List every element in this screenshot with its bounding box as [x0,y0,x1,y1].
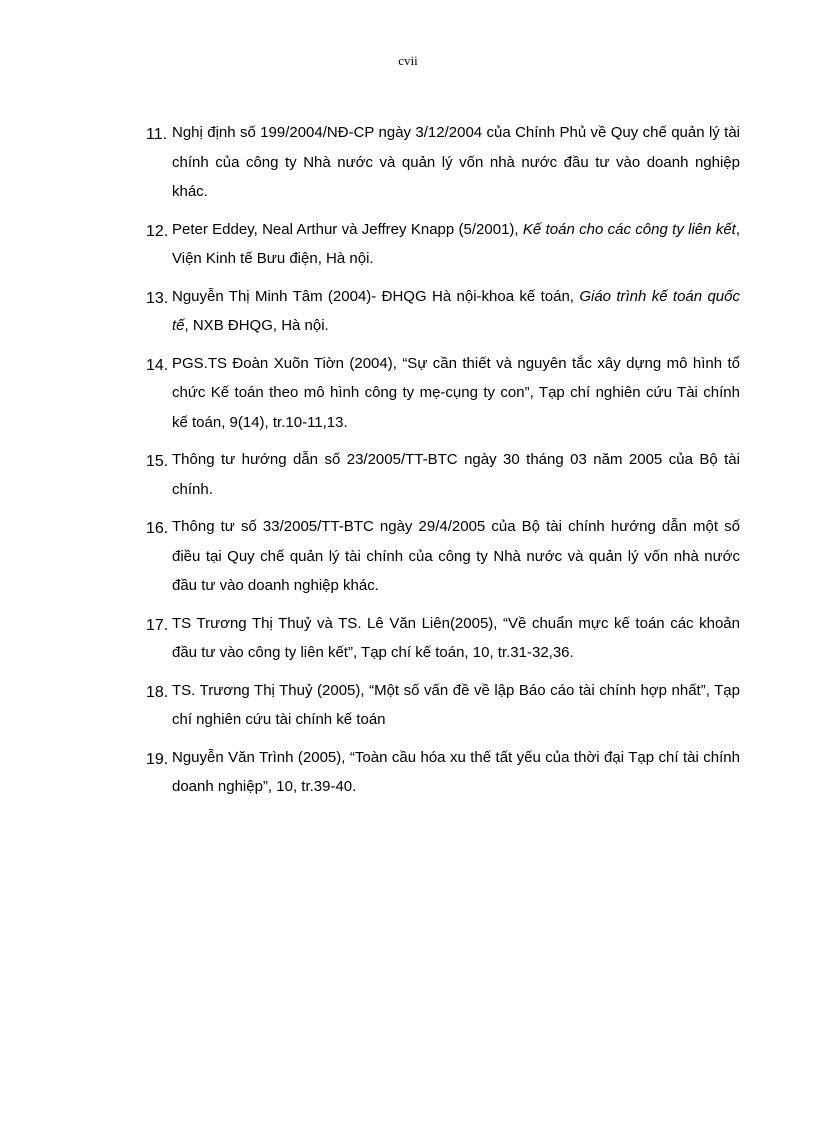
reference-title: Giáo trình kế toán quốc tế [172,287,740,334]
reference-text [172,288,740,335]
reference-item [146,282,740,341]
reference-item [146,118,740,207]
reference-text-before: Nguyễn Văn Trình (2005), “Toàn cầu hóa xu thế tất yếu của thời đại Tạp chí tài chính doanh nghiệp”, 10, tr.39-40. [172,748,740,795]
reference-text [172,682,740,729]
reference-list [146,118,740,810]
reference-item [146,743,740,802]
reference-text [172,221,740,268]
reference-text-before: Peter Eddey, Neal Arthur và Jeffrey Knapp (5/2001), [172,220,523,238]
reference-number: 16. [146,520,169,537]
reference-number: 17. [146,616,169,634]
reference-text [172,451,740,498]
reference-text-before: Nghị định số 199/2004/NĐ-CP ngày 3/12/2004 của Chính Phủ về Quy chế quản lý tài chính của công ty Nhà nước và quản lý vốn nhà nước đầu tư vào doanh nghiệp khác. [172,124,740,200]
reference-text [172,518,740,594]
reference-item [146,512,740,601]
reference-title: Kế toán cho các công ty liên kết [522,220,736,238]
reference-text-before: Thông tư số 33/2005/TT-BTC ngày 29/4/2005 của Bộ tài chính hướng dẫn một số điều tại Quy chế quản lý tài chính của công ty Nhà nước và quản lý vốn nhà nước đầu tư vào doanh nghiệp khác. [172,518,740,594]
reference-number: 12. [146,222,169,240]
reference-number: 13. [146,289,169,307]
reference-text [172,124,740,200]
reference-text [172,749,740,796]
reference-text-after: , Viện Kinh tế Bưu điện, Hà nội. [172,220,740,267]
reference-number: 18. [146,683,169,701]
reference-item [146,609,740,668]
reference-item [146,676,740,735]
page-number: cvii [398,53,418,68]
reference-text [172,355,740,431]
reference-number: 15. [146,453,169,470]
reference-item [146,349,740,438]
reference-number: 14. [146,356,169,374]
reference-number: 19. [146,750,169,768]
reference-text-before: Thông tư hướng dẫn số 23/2005/TT-BTC ngày 30 tháng 03 năm 2005 của Bộ tài chính. [172,451,740,498]
reference-text-after: , NXB ĐHQG, Hà nội. [184,317,329,334]
reference-text [172,615,740,662]
reference-text-before: Nguyễn Thị Minh Tâm (2004)- ĐHQG Hà nội-khoa kế toán, [172,287,580,305]
reference-number: 11. [146,126,168,143]
reference-text-before: TS. Trương Thị Thuỷ (2005), “Một số vấn đề về lập Báo cáo tài chính hợp nhất”, Tạp chí nghiên cứu tài chính kế toán [172,681,740,728]
reference-text-before: PGS.TS Đoàn Xuõn Tiờn (2004), “Sự cần thiết và nguyên tắc xây dựng mô hình tổ chức Kế toán theo mô hình công ty mẹ-cụng ty con”, Tạp chí nghiên cứu Tài chính kế toán, 9(14), tr.10-11,13. [172,354,740,431]
reference-text-before: TS Trương Thị Thuỷ và TS. Lê Văn Liên(2005), “Về chuẩn mực kế toán các khoản đầu tư vào công ty liên kết”, Tạp chí kế toán, 10, tr.31-32,36. [172,614,740,661]
reference-item [146,215,740,274]
reference-item [146,445,740,504]
